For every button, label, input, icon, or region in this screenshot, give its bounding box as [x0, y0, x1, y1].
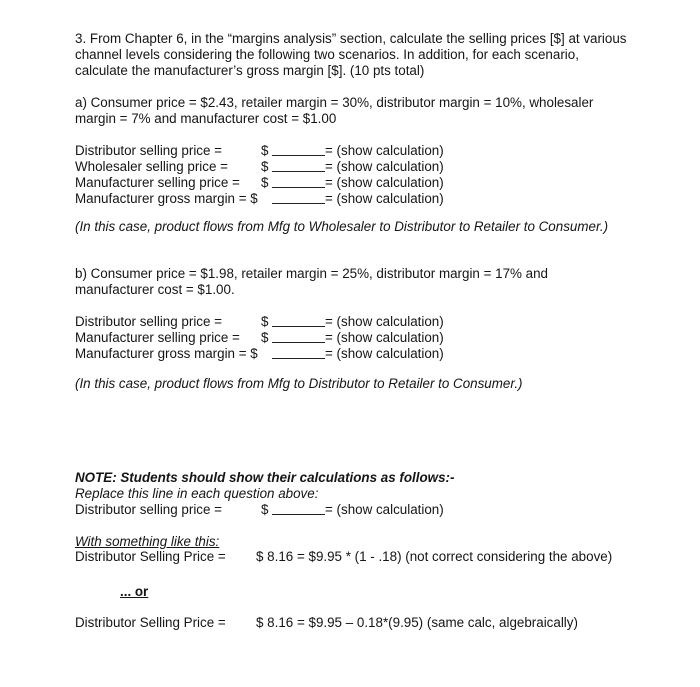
answer-label: Distributor selling price = [75, 502, 222, 517]
dollar-sign: $ [261, 143, 269, 158]
part-a-answers [75, 143, 655, 207]
part-b-intro-line: b) Consumer price = $1.98, retailer margin = 25%, distributor margin = 17% and [75, 266, 549, 281]
answer-blank [272, 171, 325, 172]
part-b-intro [75, 266, 655, 298]
answer-label: Wholesaler selling price = [75, 159, 228, 174]
answer-calc: = (show calculation) [325, 143, 444, 158]
answer-blank [272, 155, 325, 156]
answer-blank [272, 514, 325, 515]
or-text: ... or [120, 584, 149, 599]
example-row [75, 549, 655, 565]
example-label: Distributor Selling Price = [75, 615, 226, 630]
with-something-like-this: With something like this: [75, 534, 220, 549]
question-line: channel levels considering the following two scenarios. In addition, for each scenario, [75, 47, 579, 62]
answer-row-distributor [75, 314, 655, 330]
part-a-intro [75, 95, 655, 127]
answer-label: Manufacturer selling price = [75, 175, 240, 190]
answer-blank [272, 342, 325, 343]
answer-label: Distributor selling price = [75, 143, 222, 158]
sample-answer-row [75, 502, 655, 518]
part-a-intro-line: a) Consumer price = $2.43, retailer margin = 30%, distributor margin = 10%, wholesaler [75, 95, 594, 110]
answer-row-manufacturer-price [75, 330, 655, 346]
example-2 [75, 615, 655, 631]
part-b-note: (In this case, product flows from Mfg to Distributor to Retailer to Consumer.) [75, 376, 523, 391]
answer-row-manufacturer-margin [75, 346, 655, 362]
answer-calc: = (show calculation) [325, 502, 444, 517]
part-b-answers [75, 314, 655, 362]
answer-calc: = (show calculation) [325, 346, 444, 361]
dollar-sign: $ [261, 502, 269, 517]
part-a-intro-line: margin = 7% and manufacturer cost = $1.00 [75, 111, 337, 126]
answer-row-distributor [75, 143, 655, 159]
answer-calc: = (show calculation) [325, 314, 444, 329]
answer-calc: = (show calculation) [325, 175, 444, 190]
dollar-sign: $ [261, 159, 269, 174]
example-label: Distributor Selling Price = [75, 549, 226, 564]
question-line: calculate the manufacturer’s gross margin [$]. (10 pts total) [75, 63, 425, 78]
answer-label: Manufacturer gross margin = $ [75, 346, 258, 361]
answer-row-manufacturer-margin [75, 191, 655, 207]
answer-label: Distributor selling price = [75, 314, 222, 329]
dollar-sign: $ [261, 330, 269, 345]
answer-blank [272, 187, 325, 188]
example-1 [75, 549, 655, 565]
part-a-note: (In this case, product flows from Mfg to Wholesaler to Distributor to Retailer to Consumer.) [75, 219, 609, 234]
example-value: $ 8.16 = $9.95 – 0.18*(9.95) (same calc, algebraically) [256, 615, 578, 630]
answer-label: Manufacturer selling price = [75, 330, 240, 345]
sample-answer [75, 502, 655, 518]
example-value: $ 8.16 = $9.95 * (1 - .18) (not correct considering the above) [256, 549, 613, 564]
question-text [75, 31, 655, 79]
question-line: 3. From Chapter 6, in the “margins analysis” section, calculate the selling prices [$] at various [75, 31, 627, 46]
part-b-intro-line: manufacturer cost = $1.00. [75, 282, 235, 297]
answer-row-wholesaler [75, 159, 655, 175]
answer-blank [272, 326, 325, 327]
answer-calc: = (show calculation) [325, 330, 444, 345]
note-heading: NOTE: Students should show their calculations as follows:- [75, 470, 455, 485]
example-row [75, 615, 655, 631]
answer-blank [272, 358, 325, 359]
answer-calc: = (show calculation) [325, 191, 444, 206]
answer-calc: = (show calculation) [325, 159, 444, 174]
dollar-sign: $ [261, 314, 269, 329]
dollar-sign: $ [261, 175, 269, 190]
answer-label: Manufacturer gross margin = $ [75, 191, 258, 206]
answer-row-manufacturer-price [75, 175, 655, 191]
answer-blank [272, 203, 325, 204]
replace-line-text: Replace this line in each question above: [75, 486, 319, 501]
